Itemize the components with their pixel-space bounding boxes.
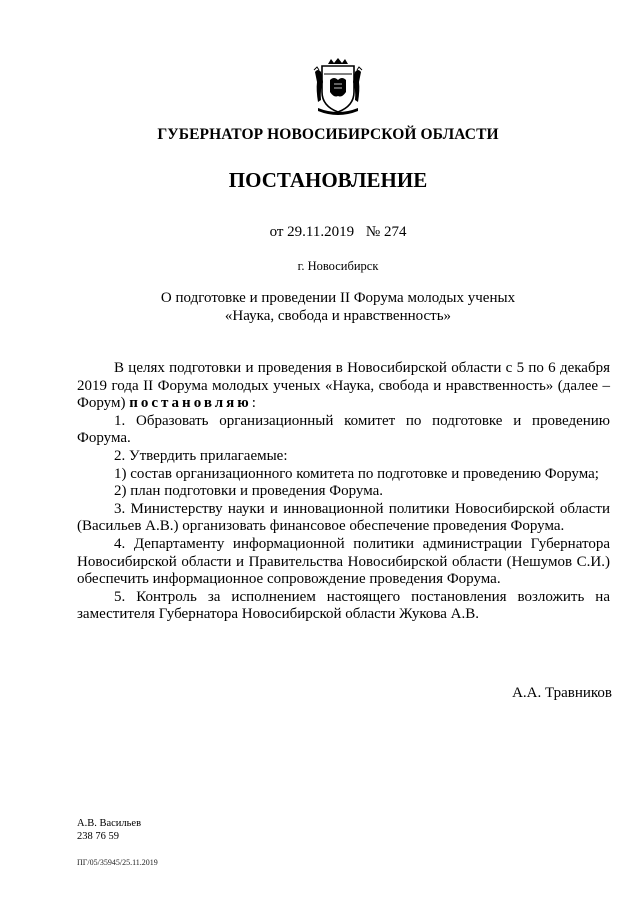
body-item: 3. Министерству науки и инновационной политики Новосибирской области (Васильев А.В.) организовать финансовое обеспечение проведения Форума. — [77, 500, 610, 535]
document-date: 29.11.2019 — [287, 224, 355, 240]
executor-name: А.В. Васильев — [77, 818, 142, 829]
body-item: 4. Департаменту информационной политики администрации Губернатора Новосибирской области и Правительства Новосибирской области (Нешумов С.И.) обеспечить информационное сопровождение проведения Форума. — [77, 535, 610, 588]
subject-line-2: «Наука, свобода и нравственность» — [224, 308, 452, 324]
registration-code: ПГ/05/35945/25.11.2019 — [77, 858, 158, 867]
decree-word: постановляю — [129, 395, 252, 412]
body-item: 1) состав организационного комитета по подготовке и проведению Форума; — [114, 465, 599, 482]
number-prefix: № — [365, 224, 381, 240]
date-number-line — [0, 224, 640, 241]
coat-of-arms-icon — [312, 58, 364, 116]
executor-block — [77, 818, 141, 843]
body-item: 1. Образовать организационный комитет по подготовке и проведению Форума. — [77, 412, 610, 447]
body-item: 2. Утвердить прилагаемые: — [114, 447, 288, 464]
preamble-paragraph — [77, 360, 610, 413]
document-subject — [0, 289, 640, 325]
document-body — [77, 360, 610, 624]
subject-line-1: О подготовке и проведении II Форума молодых ученых — [160, 290, 516, 306]
body-item: 5. Контроль за исполнением настоящего постановления возложить на заместителя Губернатора Новосибирской области Жукова А.В. — [77, 588, 610, 623]
executor-phone: 238 76 59 — [77, 830, 119, 842]
signatory-name: А.А. Травников — [512, 685, 612, 701]
preamble-text: В целях подготовки и проведения в Новосибирской области с 5 по 6 декабря 2019 года II Форума молодых ученых «Наука, свобода и нравственность» (далее – Форум) — [77, 360, 610, 412]
document-number: 274 — [383, 224, 407, 240]
city: г. Новосибирск — [297, 259, 379, 273]
date-prefix: от — [269, 224, 284, 240]
document-type-title: ПОСТАНОВЛЕНИЕ — [228, 168, 428, 192]
issuing-authority: ГУБЕРНАТОР НОВОСИБИРСКОЙ ОБЛАСТИ — [157, 126, 499, 143]
decree-colon: : — [251, 395, 256, 412]
body-item: 2) план подготовки и проведения Форума. — [114, 483, 384, 500]
